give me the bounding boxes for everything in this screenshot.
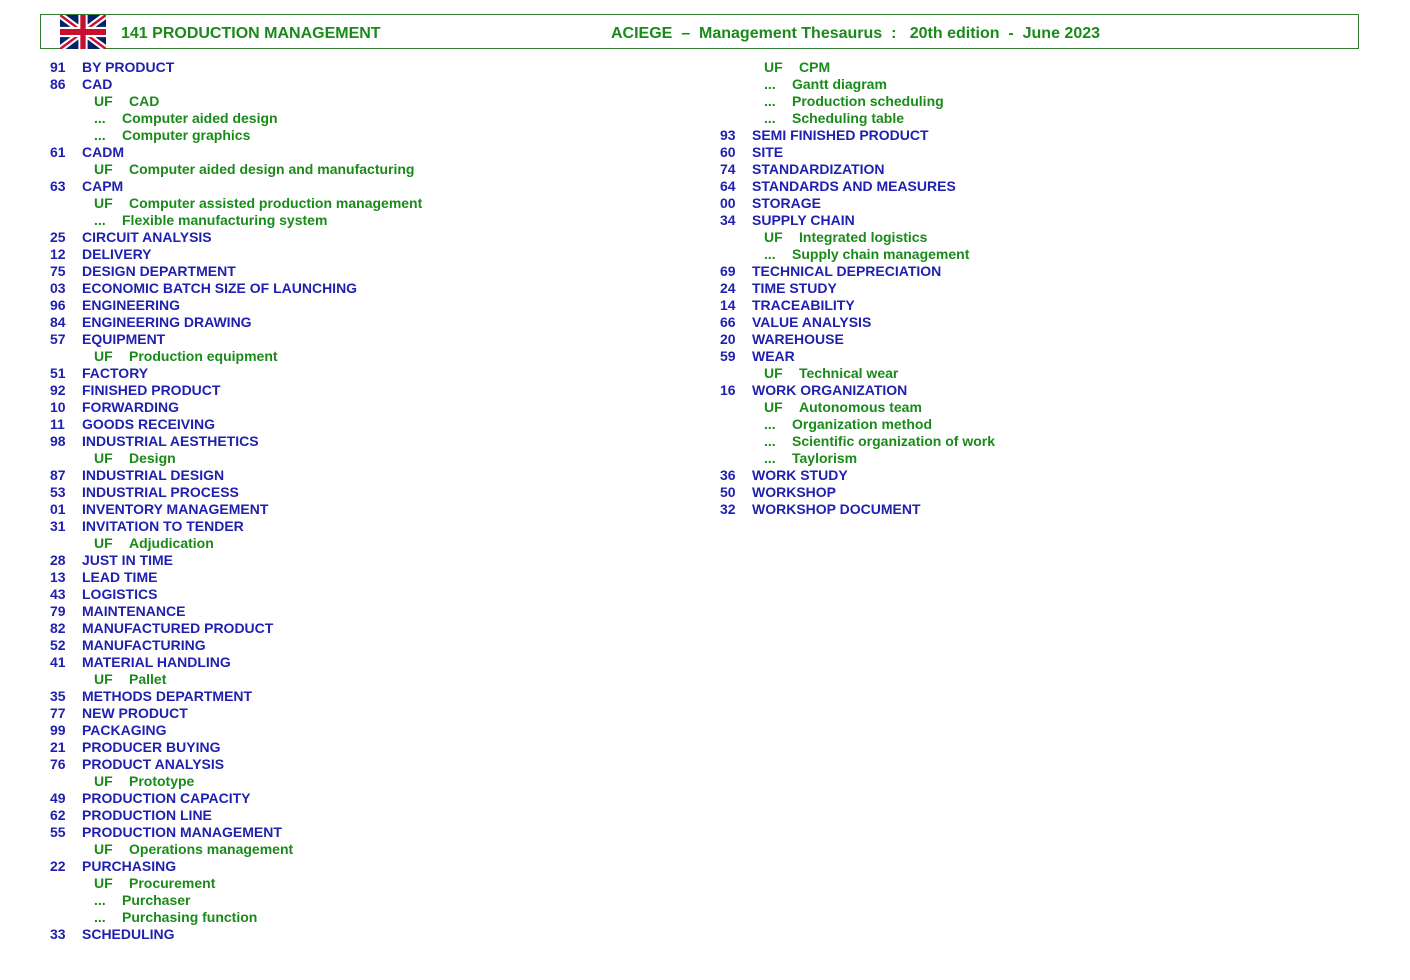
term-code: 75 [50,263,66,279]
term-code: 49 [50,790,66,806]
thesaurus-edition-title: ACIEGE – Management Thesaurus : 20th edition - June 2023 [611,25,1101,42]
used-for-marker: UF [764,399,783,415]
term-label: INVITATION TO TENDER [82,518,244,534]
term-label: GOODS RECEIVING [82,416,216,432]
term-label: CIRCUIT ANALYSIS [82,229,212,245]
term-code: 24 [720,280,736,296]
term-label: PRODUCT ANALYSIS [82,756,225,772]
term-code: 50 [720,484,736,500]
term-code: 57 [50,331,66,347]
used-for-label: Computer assisted production management [129,195,423,211]
used-for-label: CAD [129,93,160,109]
term-code: 59 [720,348,736,364]
term-label: METHODS DEPARTMENT [82,688,253,704]
term-code: 91 [50,59,66,75]
term-label: CADM [82,144,124,160]
used-for-marker: UF [94,535,113,551]
term-code: 79 [50,603,66,619]
term-label: ENGINEERING [82,297,181,313]
term-code: 10 [50,399,66,415]
related-term-marker: ... [764,76,776,92]
related-term-marker: ... [94,909,106,925]
used-for-label: Technical wear [799,365,899,381]
term-label: INVENTORY MANAGEMENT [82,501,269,517]
term-code: 86 [50,76,66,92]
related-term-marker: ... [94,892,106,908]
related-term-label: Scheduling table [792,110,905,126]
term-label: SCHEDULING [82,926,175,942]
related-term-label: Computer aided design [122,110,278,126]
term-code: 63 [50,178,66,194]
term-code: 22 [50,858,66,874]
term-label: WEAR [752,348,795,364]
term-label: FORWARDING [82,399,179,415]
used-for-marker: UF [94,161,113,177]
used-for-label: Prototype [129,773,195,789]
term-label: SITE [752,144,784,160]
used-for-label: Adjudication [129,535,214,551]
term-label: INDUSTRIAL AESTHETICS [82,433,259,449]
term-label: MANUFACTURED PRODUCT [82,620,274,636]
term-code: 13 [50,569,66,585]
related-term-label: Gantt diagram [792,76,887,92]
related-term-label: Computer graphics [122,127,251,143]
related-term-label: Production scheduling [792,93,944,109]
term-code: 34 [720,212,736,228]
used-for-marker: UF [94,841,113,857]
term-label: PRODUCTION LINE [82,807,212,823]
term-code: 41 [50,654,66,670]
uk-flag-icon [60,15,106,49]
term-label: NEW PRODUCT [82,705,188,721]
related-term-label: Flexible manufacturing system [122,212,328,228]
used-for-label: Procurement [129,875,216,891]
used-for-marker: UF [94,773,113,789]
term-label: EQUIPMENT [82,331,166,347]
term-label: WORKSHOP [752,484,836,500]
used-for-marker: UF [764,229,783,245]
term-label: LEAD TIME [82,569,158,585]
term-label: PRODUCER BUYING [82,739,221,755]
used-for-marker: UF [94,93,113,109]
term-code: 76 [50,756,66,772]
related-term-marker: ... [764,93,776,109]
term-code: 11 [50,416,65,432]
term-label: WAREHOUSE [752,331,844,347]
term-code: 12 [50,246,66,262]
used-for-marker: UF [764,365,783,381]
term-label: CAD [82,76,113,92]
term-code: 25 [50,229,66,245]
term-label: STANDARDIZATION [752,161,885,177]
term-label: VALUE ANALYSIS [752,314,872,330]
term-label: PRODUCTION MANAGEMENT [82,824,282,840]
term-label: DELIVERY [82,246,152,262]
term-label: INDUSTRIAL DESIGN [82,467,225,483]
used-for-marker: UF [94,671,113,687]
related-term-marker: ... [764,246,776,262]
term-label: STORAGE [752,195,821,211]
term-code: 61 [50,144,66,160]
term-code: 35 [50,688,66,704]
term-code: 28 [50,552,66,568]
used-for-label: Computer aided design and manufacturing [129,161,415,177]
related-term-label: Supply chain management [792,246,970,262]
term-label: TECHNICAL DEPRECIATION [752,263,942,279]
term-label: PRODUCTION CAPACITY [82,790,251,806]
term-code: 60 [720,144,736,160]
term-code: 93 [720,127,736,143]
used-for-label: Operations management [129,841,294,857]
term-code: 82 [50,620,66,636]
related-term-label: Purchasing function [122,909,258,925]
term-code: 87 [50,467,66,483]
related-term-label: Taylorism [792,450,858,466]
used-for-label: Design [129,450,176,466]
term-label: MATERIAL HANDLING [82,654,231,670]
term-label: LOGISTICS [82,586,158,602]
term-code: 96 [50,297,66,313]
term-code: 33 [50,926,66,942]
term-code: 36 [720,467,736,483]
term-label: BY PRODUCT [82,59,175,75]
term-code: 16 [720,382,736,398]
used-for-label: Production equipment [129,348,278,364]
used-for-marker: UF [94,450,113,466]
used-for-label: CPM [799,59,831,75]
related-term-label: Organization method [792,416,932,432]
term-label: PACKAGING [82,722,167,738]
related-term-marker: ... [94,127,106,143]
term-code: 62 [50,807,66,823]
term-label: CAPM [82,178,124,194]
term-code: 14 [720,297,736,313]
used-for-label: Integrated logistics [799,229,928,245]
term-label: WORK ORGANIZATION [752,382,908,398]
term-label: SUPPLY CHAIN [752,212,855,228]
used-for-marker: UF [94,195,113,211]
term-code: 55 [50,824,66,840]
term-code: 20 [720,331,736,347]
term-label: ECONOMIC BATCH SIZE OF LAUNCHING [82,280,358,296]
term-code: 01 [50,501,66,517]
term-label: MANUFACTURING [82,637,206,653]
used-for-marker: UF [94,875,113,891]
related-term-label: Scientific organization of work [792,433,996,449]
term-label: PURCHASING [82,858,177,874]
related-term-marker: ... [764,110,776,126]
term-label: INDUSTRIAL PROCESS [82,484,239,500]
term-code: 21 [50,739,66,755]
term-label: FACTORY [82,365,149,381]
term-label: DESIGN DEPARTMENT [82,263,236,279]
term-label: TIME STUDY [752,280,837,296]
term-code: 99 [50,722,66,738]
term-code: 66 [720,314,736,330]
related-term-marker: ... [764,433,776,449]
term-code: 32 [720,501,736,517]
related-term-marker: ... [764,416,776,432]
term-label: ENGINEERING DRAWING [82,314,252,330]
used-for-marker: UF [764,59,783,75]
term-label: STANDARDS AND MEASURES [752,178,956,194]
term-code: 84 [50,314,66,330]
term-label: TRACEABILITY [752,297,855,313]
term-label: WORKSHOP DOCUMENT [752,501,921,517]
term-label: WORK STUDY [752,467,848,483]
used-for-marker: UF [94,348,113,364]
used-for-label: Autonomous team [799,399,922,415]
page-header [40,14,1359,49]
term-label: MAINTENANCE [82,603,186,619]
term-code: 77 [50,705,66,721]
term-code: 51 [50,365,66,381]
term-label: SEMI FINISHED PRODUCT [752,127,929,143]
used-for-label: Pallet [129,671,167,687]
section-title: 141 PRODUCTION MANAGEMENT [121,25,381,42]
term-code: 43 [50,586,66,602]
related-term-label: Purchaser [122,892,191,908]
term-label: FINISHED PRODUCT [82,382,221,398]
term-code: 98 [50,433,66,449]
term-code: 64 [720,178,736,194]
term-code: 31 [50,518,66,534]
term-code: 92 [50,382,66,398]
term-code: 52 [50,637,66,653]
term-code: 03 [50,280,66,296]
term-code: 74 [720,161,736,177]
term-code: 00 [720,195,736,211]
related-term-marker: ... [94,110,106,126]
term-code: 53 [50,484,66,500]
term-code: 69 [720,263,736,279]
related-term-marker: ... [94,212,106,228]
related-term-marker: ... [764,450,776,466]
term-label: JUST IN TIME [82,552,174,568]
